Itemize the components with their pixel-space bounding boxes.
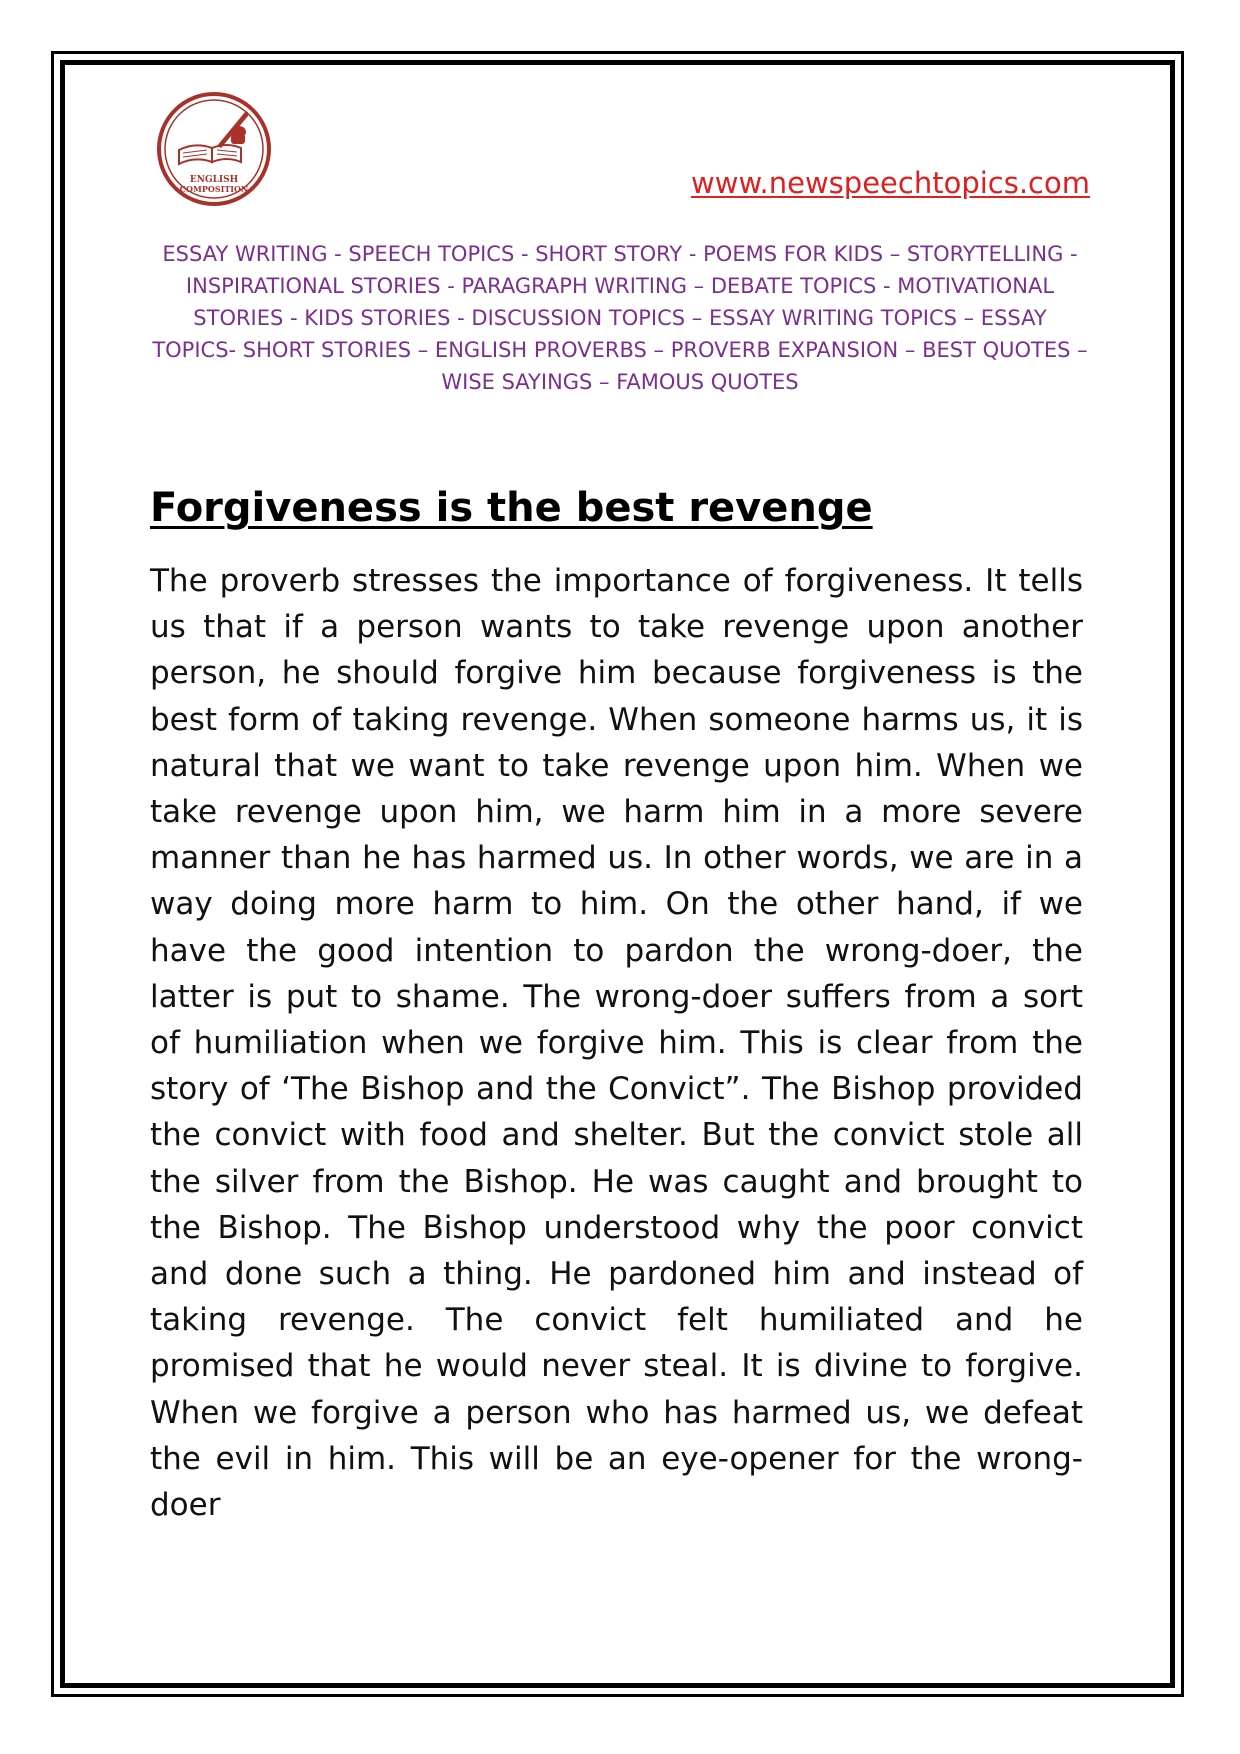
topics-banner: ESSAY WRITING - SPEECH TOPICS - SHORT STORY - POEMS FOR KIDS – STORYTELLING -INSPIRATIONAL STORIES - PARAGRAPH WRITING – DEBATE TOPICS - MOTIVATIONAL STORIES - KIDS STORIES - DISCUSSION TOPICS – ESSAY WRITING TOPICS – ESSAY TOPICS- SHORT STORIES – ENGLISH PROVERBS – PROVERB EXPANSION – BEST QUOTES – WISE SAYINGS – FAMOUS QUOTES (152, 242, 1088, 394)
article-body: The proverb stresses the importance of forgiveness. It tells us that if a person wants to take revenge upon another person, he should forgive him because forgiveness is the best form of taking revenge. When someone harms us, it is natural that we want to take revenge upon him. When we take revenge upon him, we harm him in a more severe manner than he has harmed us. In other words, we are in a way doing more harm to him. On the other hand, if we have the good intention to pardon the wrong-doer, the latter is put to shame. The wrong-doer suffers from a sort of humiliation when we forgive him. This is clear from the story of ‘The Bishop and the Convict”. The Bishop provided the convict with food and shelter. But the convict stole all the silver from the Bishop. He was caught and brought to the Bishop. The Bishop understood why the poor convict and done such a thing. He pardoned him and instead of taking revenge. The convict felt humiliated and he promised that he would never steal. It is divine to forgive. When we forgive a person who has harmed us, we defeat the evil in him. This will be an eye-opener for the wrong-doer (150, 563, 1083, 1524)
website-link[interactable]: www.newspeechtopics.com (691, 166, 1090, 200)
svg-text:ENGLISH: ENGLISH (189, 175, 239, 185)
english-composition-logo-icon (155, 90, 273, 208)
article-title: Forgiveness is the best revenge (150, 485, 873, 531)
svg-text:COMPOSITION: COMPOSITION (179, 184, 249, 194)
